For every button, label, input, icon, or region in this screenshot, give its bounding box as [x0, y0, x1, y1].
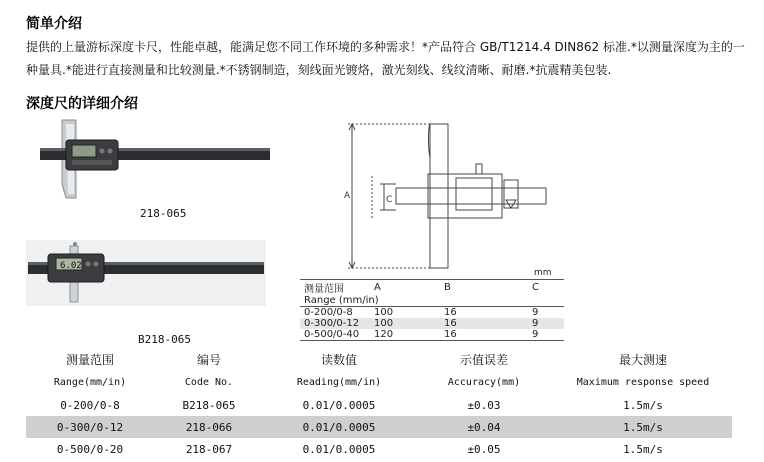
display-reading: 6.02 — [60, 261, 82, 271]
unit-label: mm — [534, 268, 552, 278]
spec-header-range: 测量范围 — [65, 353, 114, 367]
dim-cell: 16 — [444, 318, 457, 329]
spec-header-speed: 最大测速 — [618, 353, 667, 367]
spec-row — [26, 416, 732, 438]
spec-cell: ±0.05 — [467, 442, 501, 456]
photo-caption-2: B218-065 — [138, 333, 191, 346]
spec-header-reading: 读数值 — [320, 353, 357, 367]
spec-cell: 0.01/0.0005 — [302, 398, 376, 412]
dim-cell: 9 — [528, 329, 564, 341]
dim-header-b: B — [444, 282, 451, 293]
spec-cell: ±0.04 — [414, 416, 554, 438]
intro-paragraph: 提供的上量游标深度卡尺，性能卓越，能满足您不同工作环境的多种需求！*产品符合 GB/T1214.4 DIN862 标准.*以测量深度为主的一种量具.*能进行直接测量和比较测量.*不锈钢制造，刻线面光镀烙，激光刻线、线纹清晰、耐磨.*抗震精美包装. — [26, 40, 745, 77]
spec-cell: 1.5m/s — [623, 442, 663, 456]
spec-cell: 0-500/0-20 — [56, 442, 124, 456]
dim-cell: 120 — [370, 329, 440, 341]
dim-label-a: A — [344, 191, 351, 201]
dim-header-a: A — [374, 282, 381, 293]
spec-cell: 0.01/0.0005 — [264, 416, 414, 438]
dimension-table-row — [300, 318, 564, 329]
dim-cell: 0-500/0-40 — [300, 329, 370, 341]
dimension-drawing — [300, 118, 560, 278]
dimension-table — [300, 280, 564, 341]
spec-cell: ±0.03 — [467, 398, 501, 412]
section-title-details: 深度尺的详细介绍 — [26, 96, 138, 112]
section-title-intro: 简单介绍 — [26, 16, 82, 32]
spec-cell: 0-200/0-8 — [60, 398, 120, 412]
spec-cell: 1.5m/s — [623, 398, 663, 412]
photo-caption-1: 218-065 — [140, 207, 187, 220]
spec-cell: B218-065 — [182, 398, 236, 412]
spec-cell: 218-066 — [154, 416, 264, 438]
dim-label-c: C — [386, 195, 393, 205]
spec-header-cn — [26, 348, 732, 371]
dim-cell: 100 — [374, 318, 394, 329]
depth-gauge-photo-2 — [26, 240, 266, 306]
dim-cell: 16 — [444, 307, 457, 318]
spec-header-en — [26, 371, 732, 394]
dim-subheader: Range (mm/in) — [300, 295, 564, 307]
dimension-table-header — [300, 280, 564, 295]
dim-cell: 16 — [440, 329, 528, 341]
dimension-table-row — [300, 329, 564, 341]
dim-cell: 0-200/0-8 — [304, 307, 353, 318]
spec-table — [26, 348, 732, 460]
dim-header-range: 测量范围 — [304, 284, 344, 295]
spec-header-code-en: Code No. — [184, 377, 234, 388]
depth-gauge-photo-1 — [36, 114, 272, 202]
dim-cell: 9 — [532, 318, 539, 329]
spec-cell: 218-067 — [185, 442, 233, 456]
spec-header-range-en: Range(mm/in) — [53, 377, 127, 388]
spec-header-speed-en: Maximum response speed — [576, 377, 710, 388]
spec-cell: 1.5m/s — [554, 416, 732, 438]
dimension-table-row — [300, 307, 564, 319]
dim-header-c: C — [532, 282, 539, 293]
spec-cell: 0.01/0.0005 — [302, 442, 376, 456]
spec-header-reading-en: Reading(mm/in) — [296, 377, 382, 388]
spec-cell: 0-300/0-12 — [26, 416, 154, 438]
dim-cell: 100 — [374, 307, 394, 318]
spec-row — [26, 438, 732, 460]
dim-cell: 0-300/0-12 — [304, 318, 360, 329]
spec-header-code: 编号 — [196, 353, 221, 367]
spec-header-accuracy: 示值误差 — [459, 353, 508, 367]
spec-header-accuracy-en: Accuracy(mm) — [447, 377, 521, 388]
dim-cell: 9 — [532, 307, 539, 318]
spec-row — [26, 394, 732, 416]
